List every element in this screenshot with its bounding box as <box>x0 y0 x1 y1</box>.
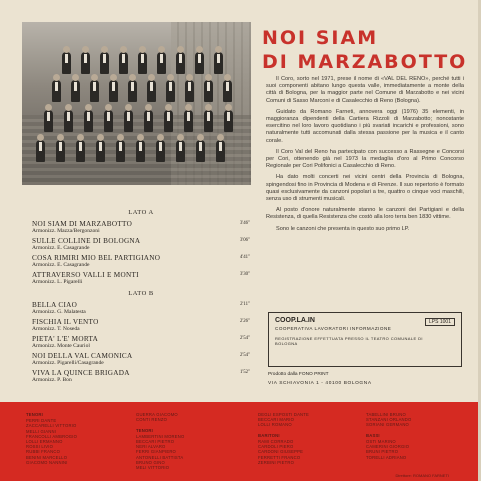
address-line: VIA SCHIAVONIA 1 - 40100 BOLOGNA <box>268 381 372 386</box>
member-name: FERRETTI FRANCO <box>258 454 301 460</box>
coop-subtitle: COOPERATIVA LAVORATORI INFORMAZIONE <box>275 326 392 331</box>
member-name: FRANCOLLI AMBROGIO <box>26 433 78 439</box>
choir-member-figure <box>147 80 156 102</box>
member-name: CONTI RENZO <box>136 417 168 423</box>
track-arranger: Armonizz. G. Malatesta <box>32 309 86 315</box>
track-arranger: Armonizz. Monte Cauriol <box>32 343 90 349</box>
member-name: LOLLI ERMANNO <box>26 439 63 445</box>
track-duration: 3'30" <box>239 272 250 277</box>
choir-member-figure <box>224 110 233 132</box>
member-name: CAMERINI GIORGIO <box>366 444 410 450</box>
members-column <box>258 412 309 465</box>
choir-member-figure <box>176 52 185 74</box>
track-arranger: Armonizz. Mazza/Bergonzoni <box>32 228 100 234</box>
choir-member-figure <box>124 110 133 132</box>
liner-paragraph: Il Coro, sorto nel 1971, prese il nome di «VAL DEL RENO», perché tutti i suoi componenti abitano lungo questa valle, immediatamente a monte della città di Bologna, per la maggior parte nel Comune di Marzabotto e nei vicini Comuni di Sasso Marconi e di Casalecchio di Reno (Bologna). <box>266 76 464 104</box>
choir-member-figure <box>116 140 125 162</box>
track-arranger: Armonizz. P. Bon <box>32 377 72 383</box>
track-title: COSA RIMIRI MIO BEL PARTIGIANO <box>32 254 161 262</box>
track-item <box>32 237 250 254</box>
member-name: ZACCARELLI VITTORIO <box>26 423 77 429</box>
choir-member-figure <box>71 80 80 102</box>
voice-section-heading: BARITONI <box>258 432 280 438</box>
member-name: MELLI GIANNI <box>26 428 57 434</box>
track-duration: 3'46" <box>239 221 250 226</box>
track-title: NOI SIAM DI MARZABOTTO <box>32 220 133 228</box>
director-credit: Direttore: ROMANO FARNETI <box>395 473 449 478</box>
choir-member-figure <box>62 52 71 74</box>
choir-member-figure <box>119 52 128 74</box>
member-name: PERRI DANTE <box>26 418 57 424</box>
member-name: ANTONELLI BATTISTA <box>136 454 184 460</box>
choir-member-figure <box>223 80 232 102</box>
choir-member-figure <box>84 110 93 132</box>
track-duration: 2'26" <box>239 319 250 324</box>
member-name: GIACOMO NANNINI <box>26 459 68 465</box>
track-duration: 2'54" <box>239 336 250 341</box>
choir-member-figure <box>100 52 109 74</box>
choir-member-figure <box>166 80 175 102</box>
track-item <box>32 335 250 352</box>
track-duration: 2'11" <box>240 302 250 307</box>
album-title <box>262 26 468 74</box>
choir-member-figure <box>44 110 53 132</box>
choir-member-figure <box>56 140 65 162</box>
track-arranger: Armonizz. E. Casagrande <box>32 245 90 251</box>
track-item <box>32 318 250 335</box>
member-name: BENINI MARCELLO <box>26 454 68 460</box>
choir-member-figure <box>216 140 225 162</box>
album-title-line-2: DI MARZABOTTO <box>262 51 468 73</box>
choir-member-figure <box>128 80 137 102</box>
voice-section-heading: BASSI <box>366 432 380 438</box>
voice-section-heading: TENORI <box>26 412 44 417</box>
track-item <box>32 369 250 386</box>
member-name: OSTI MARINO <box>366 439 396 445</box>
member-name: STANZANI ORLANDO <box>366 417 412 423</box>
member-name: ROSSI LIVIO <box>26 444 54 450</box>
member-name: BECCARI PIETRO <box>136 439 175 445</box>
track-title: PIETA' L'E' MORTA <box>32 335 99 343</box>
side-b-label: LATO B <box>128 290 154 297</box>
choir-member-figure <box>36 140 45 162</box>
track-duration: 4'41" <box>239 255 250 260</box>
choir-member-figure <box>156 140 165 162</box>
track-item <box>32 271 250 288</box>
track-arranger: Armonizz. Pigarelli/Casagrande <box>32 360 104 366</box>
member-name: ZERBINI PIETRO <box>258 459 295 465</box>
liner-paragraph: Guidato da Romano Farneti, annovera oggi (1976) 35 elementi, in maggioranza dipendenti della Cartiera Rizzoli di Marzabotto; nonostante esercitino nel loro lavoro quotidiano i più svariati incarichi e professioni, sono naturalmente tutti accomunati dalla stessa passione per la musica e il canto corale. <box>266 108 464 144</box>
track-arranger: Armonizz. T. Noseda <box>32 326 80 332</box>
choir-member-figure <box>214 52 223 74</box>
choir-member-figure <box>184 110 193 132</box>
choir-member-figure <box>204 80 213 102</box>
track-item <box>32 352 250 369</box>
choir-member-figure <box>64 110 73 132</box>
choir-member-figure <box>176 140 185 162</box>
track-title: BELLA CIAO <box>32 301 78 309</box>
choir-member-figure <box>138 52 147 74</box>
liner-paragraph: Sono le canzoni che presenta in questo suo primo LP. <box>276 225 410 232</box>
album-title-line-1: NOI SIAM <box>262 27 379 49</box>
producer-line: Prodotto dalla FONO PRINT <box>268 372 329 377</box>
members-column <box>136 412 184 470</box>
member-name: CARDOLI PIERO <box>258 444 294 450</box>
member-name: CARDONI GIUSEPPE <box>258 449 304 455</box>
member-name: LAMBERTINI MORENO <box>136 433 185 439</box>
member-name: NERI ALVARO <box>136 444 166 450</box>
member-name: LOLLI ROMANO <box>258 422 292 428</box>
catalog-code: LPS 1001 <box>425 318 455 326</box>
liner-paragraph: Il Coro Val del Reno ha partecipato con successo a Rassegne e Concorsi per Cori, ottenendo già nel 1973 la medaglia d'oro al Primo Concorso Regionale per Cori Polifonici a Casalecchio di Reno. <box>266 148 464 170</box>
choir-member-figure <box>164 110 173 132</box>
liner-paragraph: Ha dato molti concerti nei vicini centri della Provincia di Bologna, spingendosi fino in Provincia di Modena e di Firenze. Il suo repertorio è formato quasi esclusivamente da canzoni popolari a tre, quattro o cinque voci maschili, senza uso di strumenti musicali. <box>266 174 464 203</box>
member-name: DEGLI ESPOSTI DANTE <box>258 412 310 417</box>
member-name: MELI VITTORIO <box>136 465 170 471</box>
coop-name: COOP.LA.IN <box>275 317 315 324</box>
choir-member-figure <box>109 80 118 102</box>
track-title: FISCHIA IL VENTO <box>32 318 99 326</box>
member-name: SORIANI GERMANO <box>366 422 410 428</box>
track-item <box>32 220 250 237</box>
voice-section-heading: TENORI <box>136 427 154 433</box>
member-name: FERRI GIANPIERO <box>136 449 176 455</box>
choir-member-figure <box>157 52 166 74</box>
member-name: BECCARI MARIO <box>258 417 295 423</box>
liner-paragraph: Al posto d'onore naturalmente stanno le canzoni dei Partigiani e della Resistenza, di quella Resistenza che costò alla loro terra ben 1830 vittime. <box>266 207 464 221</box>
members-column <box>366 412 411 460</box>
liner-notes <box>266 76 464 237</box>
choir-member-figure <box>81 52 90 74</box>
choir-member-figure <box>144 110 153 132</box>
choir-member-figure <box>52 80 61 102</box>
label-info-box <box>268 312 462 367</box>
member-name: RUBBI FRANCO <box>26 449 61 455</box>
track-title: SULLE COLLINE DI BOLOGNA <box>32 237 141 245</box>
choir-member-figure <box>185 80 194 102</box>
side-a-label: LATO A <box>128 209 154 216</box>
members-column <box>26 412 77 465</box>
choir-member-figure <box>204 110 213 132</box>
track-title: NOI DELLA VAL CAMONICA <box>32 352 133 360</box>
track-arranger: Armonizz. E. Casagrande <box>32 262 90 268</box>
member-name: TABELLINI BRUNO <box>366 412 406 417</box>
choir-member-figure <box>136 140 145 162</box>
choir-member-figure <box>104 110 113 132</box>
choir-photo <box>22 22 251 185</box>
track-duration: 2'54" <box>239 353 250 358</box>
member-name: GUERRA GIACOMO <box>136 412 178 417</box>
track-item <box>32 254 250 271</box>
tracklist <box>32 207 250 386</box>
choir-member-figure <box>96 140 105 162</box>
choir-member-figure <box>195 52 204 74</box>
choir-member-figure <box>76 140 85 162</box>
track-duration: 1'52" <box>239 370 250 375</box>
track-item <box>32 301 250 318</box>
choir-member-figure <box>90 80 99 102</box>
member-name: BRUNI PIETRO <box>366 449 399 455</box>
track-duration: 3'06" <box>239 238 250 243</box>
track-arranger: Armonizz. L. Pigarelli <box>32 279 83 285</box>
registration-note: REGISTRAZIONE EFFETTUATA PRESSO IL TEATRO COMUNALE DI BOLOGNA <box>275 336 423 346</box>
track-title: VIVA LA QUINCE BRIGADA <box>32 369 130 377</box>
member-name: RAMI CORRADO <box>258 439 294 445</box>
member-name: TORELLI ADRIANO <box>366 454 407 460</box>
member-name: BRUNO GINO <box>136 459 165 465</box>
choir-member-figure <box>196 140 205 162</box>
track-title: ATTRAVERSO VALLI E MONTI <box>32 271 139 279</box>
